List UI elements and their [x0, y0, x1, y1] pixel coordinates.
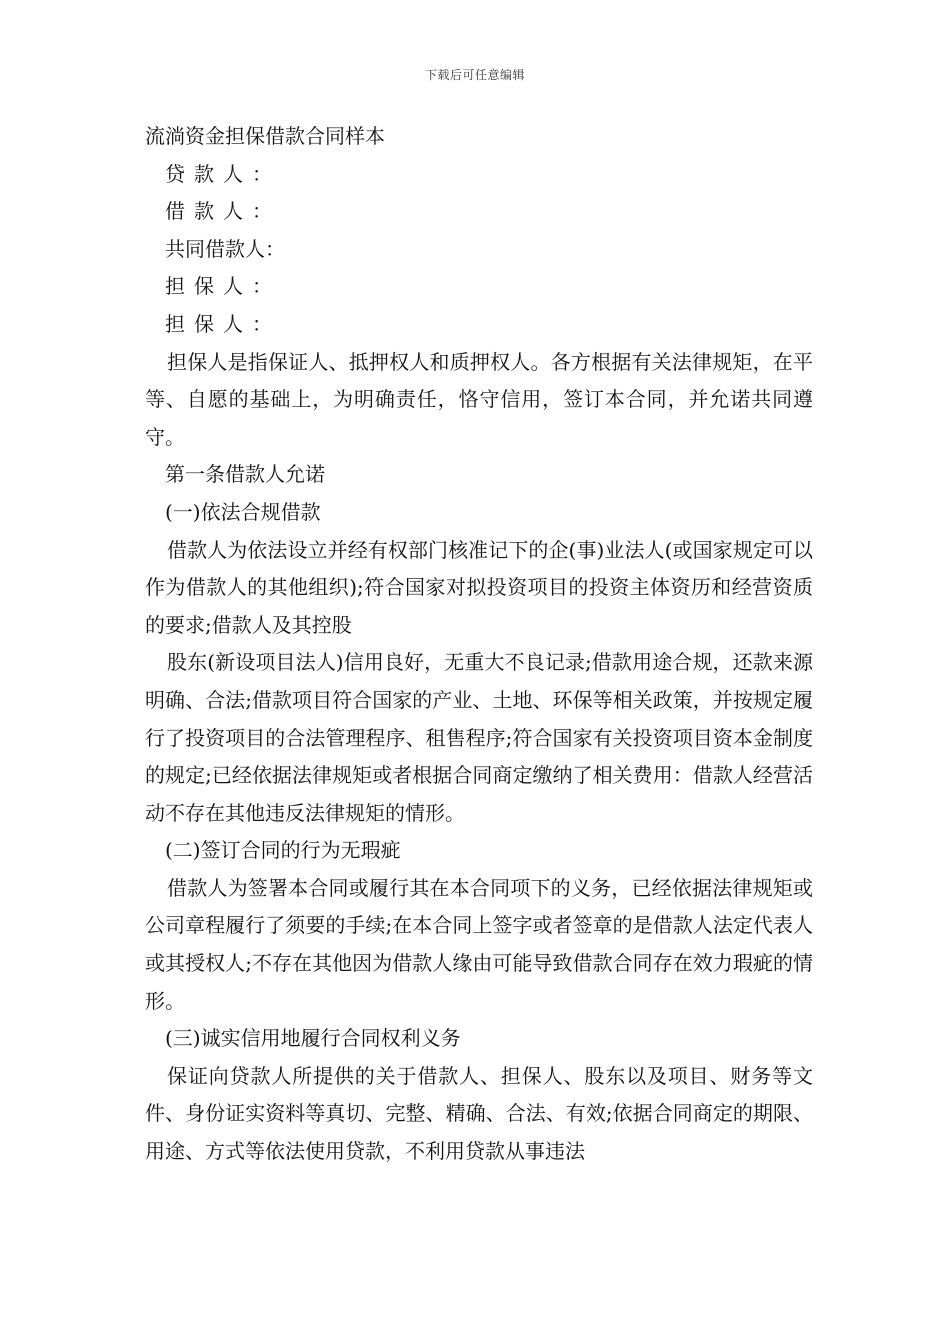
section-3-heading: (三)诚实信用地履行合同权利义务 — [165, 1026, 461, 1051]
party-borrower: 借款人： — [165, 199, 281, 224]
section-1-paragraph-1: 借款人为依法设立并经有权部门核准记下的企(事)业法人(或国家规定可以作为借款人的其他组织);符合国家对拟投资项目的投资主体资历和经营资质的要求;借款人及其控股 — [145, 537, 813, 637]
party-guarantor-2: 担保人： — [165, 311, 281, 336]
party-guarantor-1: 担保人： — [165, 274, 281, 299]
party-co-borrower: 共同借款人： — [165, 236, 285, 261]
article-1-heading: 第一条借款人允诺 — [165, 462, 325, 487]
party-lender: 贷款人： — [165, 161, 281, 186]
page-header-note: 下载后可任意编辑 — [424, 68, 525, 82]
section-1-paragraph-2: 股东(新设项目法人)信用良好，无重大不良记录;借款用途合规，还款来源明确、合法;借款项目符合国家的产业、土地、环保等相关政策，并按规定履行了投资项目的合法管理程序、租售程序;符合国家有关投资项目资本金制度的规定;已经依据法律规矩或者根据合同商定缴纳了相关费用：借款人经营活动不存在其他违反法律规矩的情形。 — [145, 650, 813, 825]
section-2-paragraph: 借款人为签署本合同或履行其在本合同项下的义务，已经依据法律规矩或公司章程履行了须要的手续;在本合同上签字或者签章的是借款人法定代表人或其授权人;不存在其他因为借款人缘由可能导致借款合同存在效力瑕疵的情形。 — [145, 875, 813, 1013]
section-3-paragraph: 保证向贷款人所提供的关于借款人、担保人、股东以及项目、财务等文件、身份证实资料等真切、完整、精确、合法、有效;依据合同商定的期限、用途、方式等依法使用贷款，不利用贷款从事违法 — [145, 1063, 813, 1164]
document-body — [145, 118, 813, 1171]
section-2-heading: (二)签订合同的行为无瑕疵 — [165, 838, 401, 863]
section-1-heading: (一)依法合规借款 — [165, 499, 321, 524]
document-title: 流淌资金担保借款合同样本 — [145, 124, 385, 148]
intro-paragraph: 担保人是指保证人、抵押权人和质押权人。各方根据有关法律规矩，在平等、自愿的基础上，为明确责任，恪守信用，签订本合同，并允诺共同遵守。 — [145, 349, 813, 449]
